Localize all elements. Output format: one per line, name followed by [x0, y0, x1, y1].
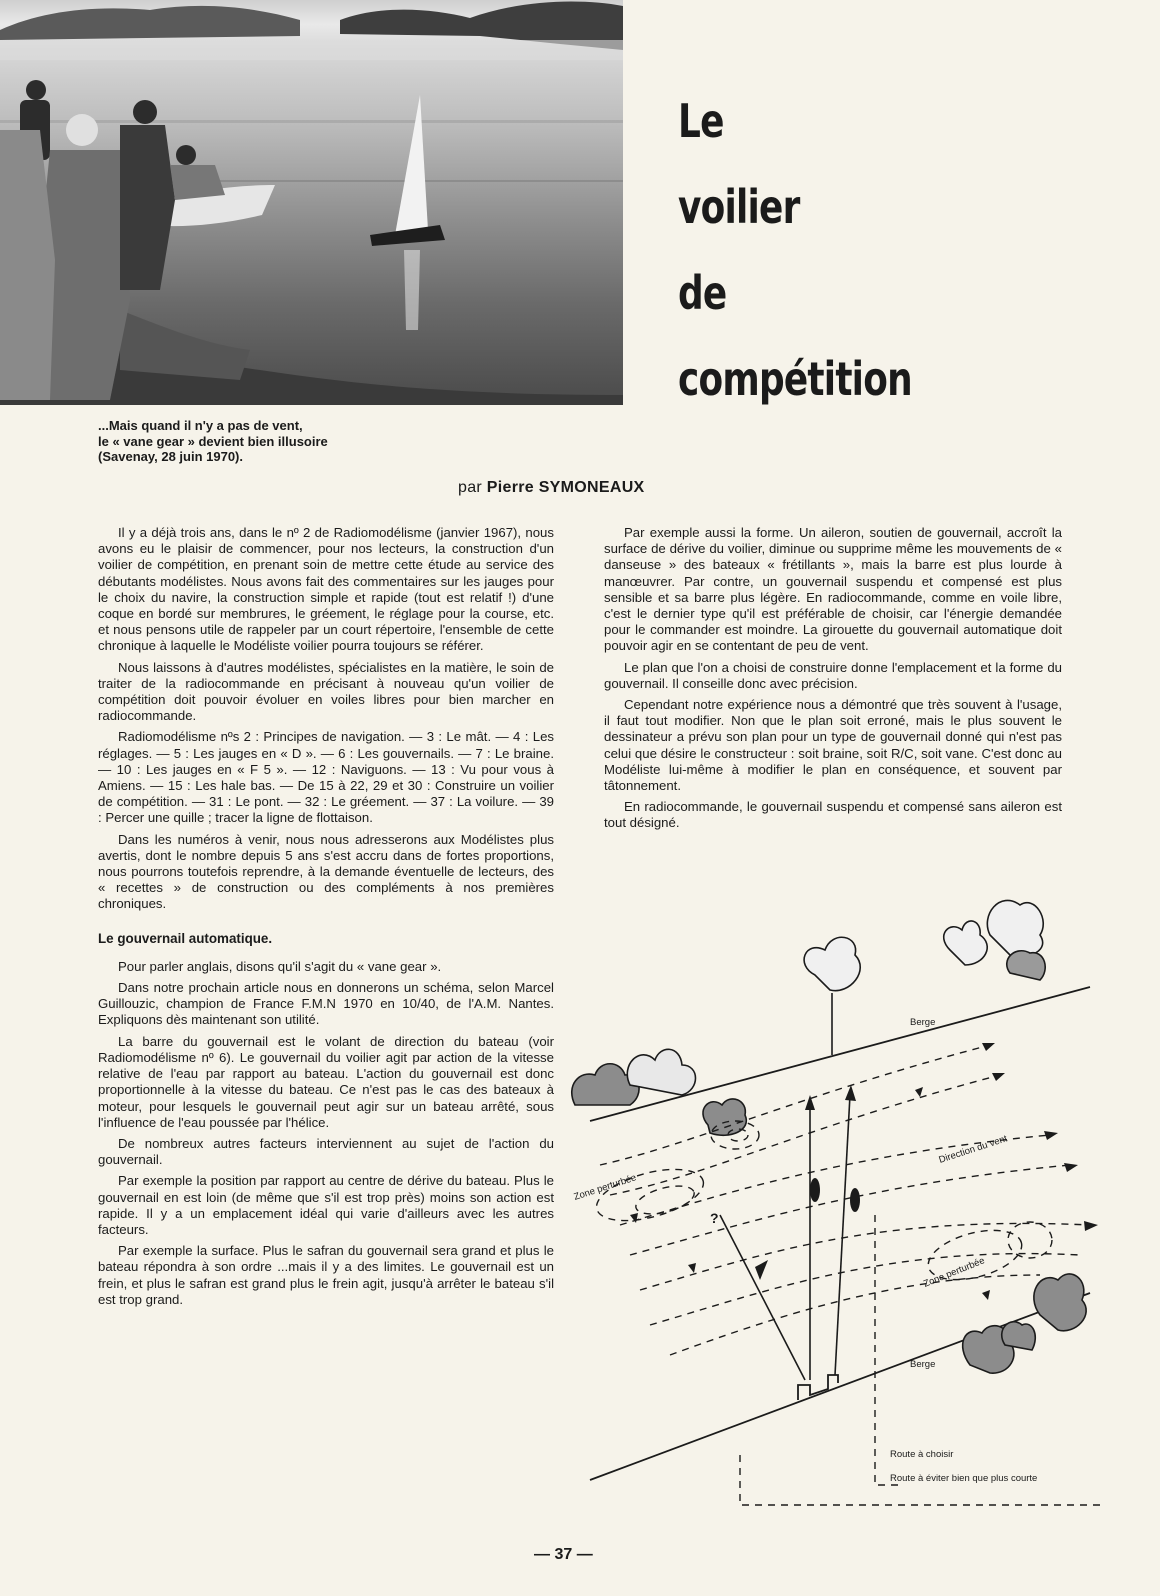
article-title: [678, 78, 912, 422]
caption-line-3: (Savenay, 28 juin 1970).: [98, 449, 243, 464]
paragraph: Par exemple la surface. Plus le safran du gouvernail sera grand et plus le bateau répondra à son ordre ...mais il y a des limites. Le gouvernail est un frein, et plus le safran est grand plus le frein agit, jusqu'à arrêter le bateau s'il est trop grand.: [98, 1243, 554, 1307]
title-line-3: de: [678, 266, 727, 320]
column-left: [98, 525, 554, 1313]
paragraph: Pour parler anglais, disons qu'il s'agit du « vane gear ».: [118, 958, 442, 974]
column-right: [604, 525, 1062, 837]
wind-direction-label: Direction du vent: [937, 1133, 1009, 1166]
byline-prefix: par: [458, 479, 483, 496]
byline: [458, 479, 645, 497]
paragraph: En radiocommande, le gouvernail suspendu et compensé sans aileron est tout désigné.: [604, 799, 1062, 831]
bank-top-label: Berge: [910, 1017, 936, 1028]
photo-illustration: [0, 0, 623, 405]
title-line-4: compétition: [678, 352, 912, 406]
paragraph: Il y a déjà trois ans, dans le nº 2 de Radiomodélisme (janvier 1967), nous avons eu le plaisir de commencer, pour nos lecteurs, la construction d'un voilier de compétition, en prenant soin de mettre cette étude au service des débutants modélistes. Nous avons fait des commentaires sur les jauges pour le choix du navire, la construction simple et rapide (tout est relatif !) d'une coque en bordé sur membrures, le gréement, le réglage pour la course, etc. et nous pensons utile de rappeler par un court répertoire, l'ensemble de cette chronique à laquelle le Modéliste voilier pourra toujours se référer.: [98, 525, 554, 654]
caption-line-1: ...Mais quand il n'y a pas de vent,: [98, 418, 303, 433]
author-name: Pierre SYMONEAUX: [486, 479, 645, 496]
route-avoid-label: Route à éviter bien que plus courte: [890, 1473, 1038, 1484]
paragraph: La barre du gouvernail est le volant de direction du bateau (voir Radiomodélisme nº 6). Le gouvernail du voilier agit par action de la vitesse relative de l'eau par rapport au bateau. L'action du gouvernail est donc proportionnelle à la vitesse du bateau. Ce n'est pas le cas des bateaux à moteur, pour lesquels le gouvernail peut agir sur un bateau arrêté, sous l'influence de l'eau poussée par l'hélice.: [98, 1033, 554, 1130]
question-mark: ?: [710, 1210, 719, 1226]
paragraph: Radiomodélisme nºs 2 : Principes de navigation. — 3 : Le mât. — 4 : Les réglages. — 5 : Les jauges en « D ». — 6 : Les gouvernails. — 7 : Le braine. — 10 : Les jauges en « F 5 ». — 12 : Naviguons. — 13 : Vu pour vous à Amiens. — 15 : Les hale bas. — De 15 à 22, 29 et 30 : Construire un voilier de compétition. — 31 : Le pont. — 32 : Le gréement. — 37 : La voilure. — 39 : Percer une quille ; tracer la ligne de flottaison.: [98, 729, 554, 826]
paragraph: De nombreux autres facteurs interviennent au sujet de l'action du gouvernail.: [98, 1135, 554, 1168]
sailing-course-diagram: [570, 895, 1100, 1520]
title-line-1: Le: [678, 94, 724, 148]
title-line-2: voilier: [678, 180, 800, 234]
paragraph: Dans les numéros à venir, nous nous adresserons aux Modélistes plus avertis, dont le nombre depuis 5 ans s'est accru dans de fortes proportions, nous pourrons toutefois reprendre, à la demande éventuelle de lecteurs, des « recettes » de construction ou des compléments à nos premières chroniques.: [98, 831, 554, 912]
disturbed-zone-right-label: Zone perturbée: [922, 1255, 987, 1290]
paragraph: Par exemple la position par rapport au centre de dérive du bateau. Plus le gouvernail en est loin (de même que s'il est trop près) moins son action est rapide. Il y a un emplacement idéal qui varie d'ailleurs avec les autres facteurs.: [98, 1173, 554, 1237]
section-heading: Le gouvernail automatique.: [98, 930, 273, 946]
page-number: — 37 —: [534, 1546, 593, 1563]
paragraph: Cependant notre expérience nous a démontré que très souvent à l'usage, il faut tout modifier. Non que le plan soit erroné, mais le plus souvent le dessinateur a prévu son plan pour un type de gouvernail donné qui n'est pas celui que désire le constructeur : soit braine, soit R/C, soit vane. C'est donc au Modéliste lui-même à modifier le plan en conséquence, et souvent par tâtonnement.: [604, 697, 1062, 794]
lake-photo: [0, 0, 623, 405]
caption-line-2: le « vane gear » devient bien illusoire: [98, 433, 328, 449]
disturbed-zone-left-label: Zone perturbée: [572, 1172, 638, 1203]
paragraph: Le plan que l'on a choisi de construire donne l'emplacement et la forme du gouvernail. Il conseille donc avec précision.: [604, 659, 1062, 691]
paragraph: Dans notre prochain article nous en donnerons un schéma, selon Marcel Guillouzic, champion de France F.M.N 1970 en 10/40, de l'A.M. Nantes. Expliquons dès maintenant son utilité.: [98, 980, 554, 1028]
photo-caption: [98, 418, 418, 465]
diagram-drawing: [570, 895, 1100, 1520]
paragraph: Nous laissons à d'autres modélistes, spécialistes en la matière, le soin de traiter de la radiocommande en précisant à nouveau qu'un voilier de compétition doit pouvoir évoluer en voiles libres pour bien marcher en radiocommande.: [98, 659, 554, 724]
route-choose-label: Route à choisir: [890, 1449, 954, 1460]
paragraph: Par exemple aussi la forme. Un aileron, soutien de gouvernail, accroît la surface de dérive du voilier, diminue ou supprime même les mouvements de « danseuse » des bateaux « frétillants », mais la barre est plus lourde à manœuvrer. Par contre, un gouvernail suspendu et compensé est plus sensible et sa barre plus légère. En radiocommande, comme en voile libre, c'est le dernier type qu'il est préférable de choisir, car l'énergie demandée pour le commander est moindre. La girouette du gouvernail automatique doit pouvoir agir en se contentant de peu de vent.: [604, 525, 1062, 654]
bank-bottom-label: Berge: [910, 1359, 936, 1370]
